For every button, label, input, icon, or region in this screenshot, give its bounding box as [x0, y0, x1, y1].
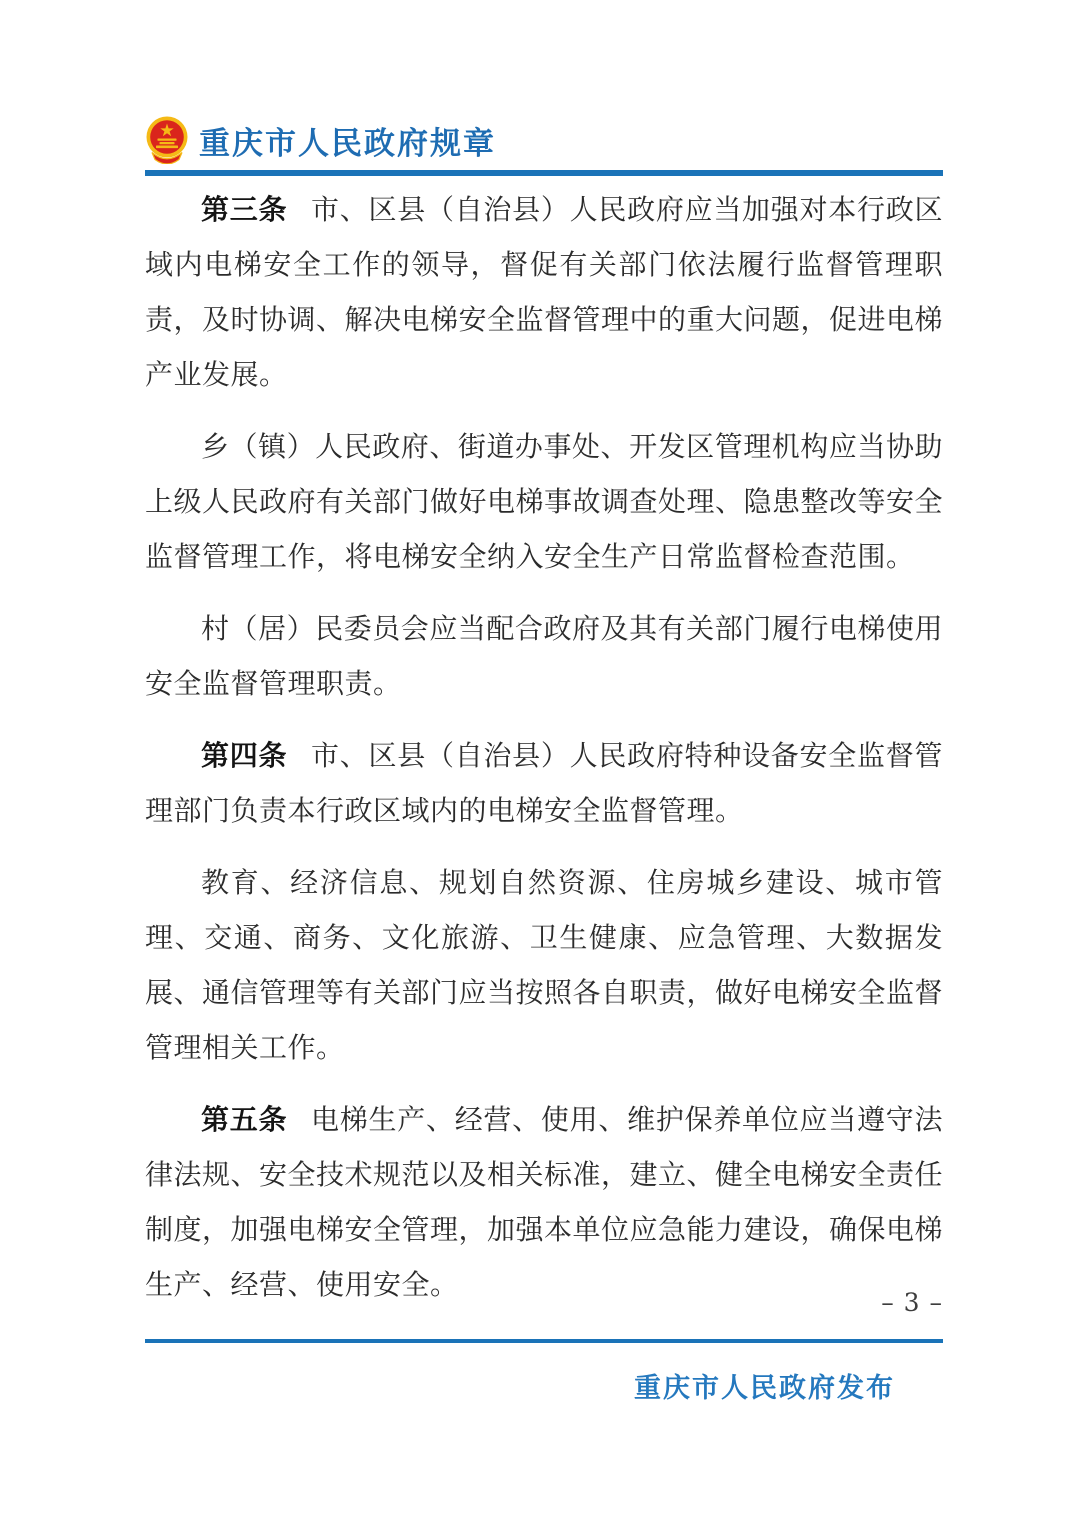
paragraph-article-5: [145, 1092, 943, 1312]
document-category-title: 重庆市人民政府规章: [199, 125, 496, 162]
paragraph: [145, 601, 943, 711]
page-header: [145, 116, 943, 164]
paragraph-article-3: [145, 182, 943, 402]
paragraph: [145, 419, 943, 584]
page-number: – 3 –: [881, 1288, 943, 1317]
china-national-emblem-icon: [145, 116, 189, 164]
article-number: 第三条: [201, 193, 288, 226]
article-text: 乡（镇）人民政府、街道办事处、开发区管理机构应当协助上级人民政府有关部门做好电梯事故调查处理、隐患整改等安全监督管理工作，将电梯安全纳入安全生产日常监督检查范围。: [145, 430, 944, 573]
article-text: 市、区县（自治县）人民政府应当加强对本行政区域内电梯安全工作的领导，督促有关部门依法履行监督管理职责，及时协调、解决电梯安全监督管理中的重大问题，促进电梯产业发展。: [145, 193, 944, 391]
document-body: [145, 182, 943, 1312]
article-text: 电梯生产、经营、使用、维护保养单位应当遵守法律法规、安全技术规范以及相关标准，建立、健全电梯安全责任制度，加强电梯安全管理，加强本单位应急能力建设，确保电梯生产、经营、使用安全。: [145, 1103, 944, 1301]
article-text: 村（居）民委员会应当配合政府及其有关部门履行电梯使用安全监督管理职责。: [145, 612, 943, 700]
article-number: 第四条: [201, 739, 288, 772]
article-text: 市、区县（自治县）人民政府特种设备安全监督管理部门负责本行政区域内的电梯安全监督管理。: [145, 739, 943, 827]
footer-divider: [145, 1339, 943, 1343]
publisher-line: 重庆市人民政府发布: [634, 1373, 895, 1404]
header-divider: [145, 170, 943, 176]
paragraph-article-4: [145, 728, 943, 838]
paragraph: [145, 855, 943, 1075]
article-number: 第五条: [201, 1103, 288, 1136]
article-text: 教育、经济信息、规划自然资源、住房城乡建设、城市管理、交通、商务、文化旅游、卫生健康、应急管理、大数据发展、通信管理等有关部门应当按照各自职责，做好电梯安全监督管理相关工作。: [145, 866, 944, 1064]
